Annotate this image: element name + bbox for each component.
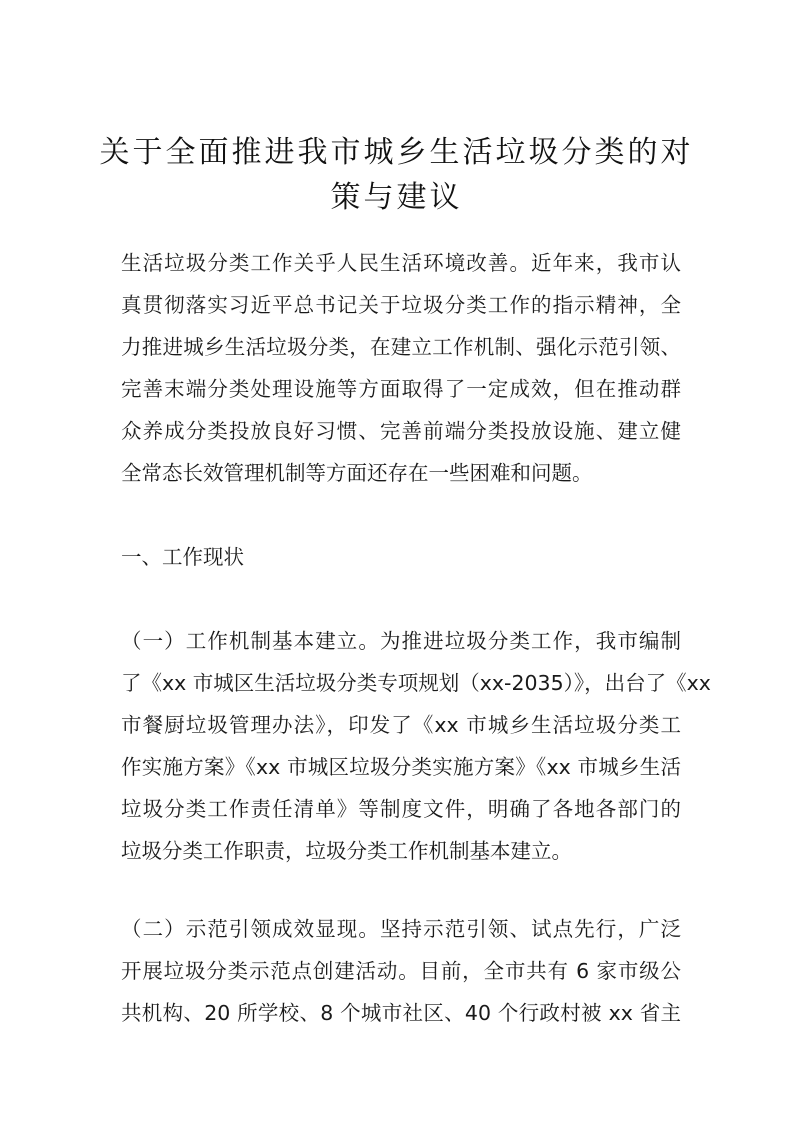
document-title-line-2: 策与建议 <box>330 180 463 215</box>
intro-line: 完善末端分类处理设施等方面取得了一定成效，但在推动群 <box>121 377 681 401</box>
paragraph-line: 共机构、20 所学校、8 个城市社区、40 个行政村被 xx 省主 <box>121 1001 681 1025</box>
paragraph-line: 了《xx 市城区生活垃圾分类专项规划（xx-2035）》，出台了《xx <box>121 671 711 695</box>
intro-line: 生活垃圾分类工作关乎人民生活环境改善。近年来，我市认 <box>121 251 681 275</box>
paragraph-line: （二）示范引领成效显现。坚持示范引领、试点先行，广泛 <box>121 917 681 941</box>
intro-line: 全常态长效管理机制等方面还存在一些困难和问题。 <box>121 461 593 485</box>
paragraph-line: 市餐厨垃圾管理办法》，印发了《xx 市城乡生活垃圾分类工 <box>121 713 681 737</box>
intro-line: 力推进城乡生活垃圾分类，在建立工作机制、强化示范引领、 <box>121 335 681 359</box>
section-heading: 一、工作现状 <box>121 545 244 569</box>
intro-line: 真贯彻落实习近平总书记关于垃圾分类工作的指示精神，全 <box>121 293 681 317</box>
paragraph-line: 垃圾分类工作责任清单》等制度文件，明确了各地各部门的 <box>121 797 681 821</box>
document-title-line-1: 关于全面推进我市城乡生活垃圾分类的对 <box>99 135 694 170</box>
paragraph-line: 开展垃圾分类示范点创建活动。目前，全市共有 6 家市级公 <box>121 959 681 983</box>
paragraph-line: （一）工作机制基本建立。为推进垃圾分类工作，我市编制 <box>121 629 681 653</box>
intro-line: 众养成分类投放良好习惯、完善前端分类投放设施、建立健 <box>121 419 681 443</box>
paragraph-line: 作实施方案》《xx 市城区垃圾分类实施方案》《xx 市城乡生活 <box>121 755 681 779</box>
paragraph-line: 垃圾分类工作职责，垃圾分类工作机制基本建立。 <box>121 839 572 863</box>
